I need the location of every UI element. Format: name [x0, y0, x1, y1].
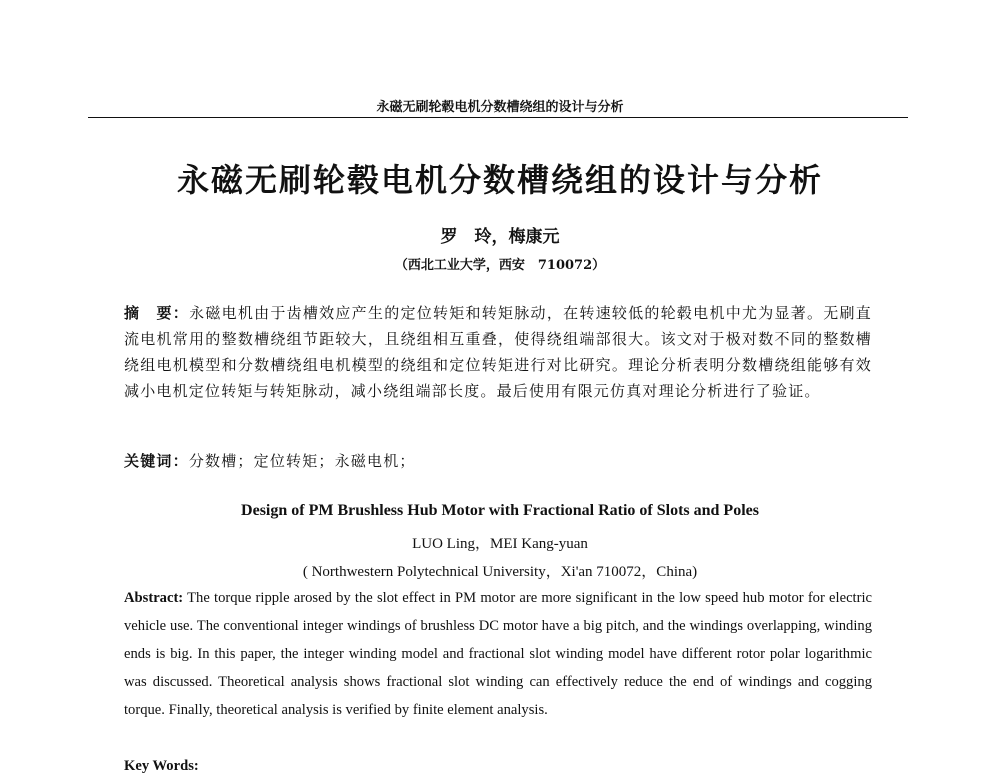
- chinese-keywords: [124, 448, 872, 474]
- affiliation: （西北工业大学，西安 710072）: [394, 258, 606, 273]
- chinese-abstract-label: 摘 要：: [124, 304, 190, 322]
- authors: 罗 玲，梅康元: [440, 227, 560, 247]
- english-abstract-text: The torque ripple arosed by the slot effect in PM motor are more significant in the low speed hub motor for electric vehicle use. The conventional integer windings of brushless DC motor have a big pitch, and the windings overlapping, winding ends is big. In this paper, the integer winding model and fractional slot winding model have different rotor polar logarithmic was discussed. Theoretical analysis shows fractional slot winding can effectively reduce the end of windings and cogging torque. Finally, theoretical analysis is verified by finite element analysis.: [124, 590, 872, 718]
- chinese-keywords-text: 分数槽；定位转矩；永磁电机；: [188, 452, 416, 470]
- running-head: 永磁无刷轮毂电机分数槽绕组的设计与分析: [376, 100, 624, 115]
- english-abstract: [124, 584, 872, 724]
- paper-title: 永磁无刷轮毂电机分数槽绕组的设计与分析: [176, 161, 823, 199]
- english-affiliation: ( Northwestern Polytechnical University，Xi'an 710072，China): [302, 564, 698, 580]
- english-keywords-partial: Key Words:: [124, 758, 199, 774]
- header-rule: [88, 117, 908, 118]
- chinese-abstract: [124, 300, 872, 404]
- english-title: Design of PM Brushless Hub Motor with Fractional Ratio of Slots and Poles: [241, 502, 759, 519]
- english-authors: LUO Ling，MEI Kang-yuan: [412, 536, 588, 552]
- chinese-keywords-label: 关键词：: [124, 452, 189, 470]
- chinese-abstract-text: 永磁电机由于齿槽效应产生的定位转矩和转矩脉动，在转速较低的轮毂电机中尤为显著。无刷直流电机常用的整数槽绕组节距较大，且绕组相互重叠，使得绕组端部很大。该文对于极对数不同的整数槽绕组电机模型和分数槽绕组电机模型的绕组和定位转矩进行对比研究。理论分析表明分数槽绕组能够有效减小电机定位转矩与转矩脉动，减小绕组端部长度。最后使用有限元仿真对理论分析进行了验证。: [124, 304, 873, 400]
- english-abstract-label: Abstract:: [124, 590, 184, 606]
